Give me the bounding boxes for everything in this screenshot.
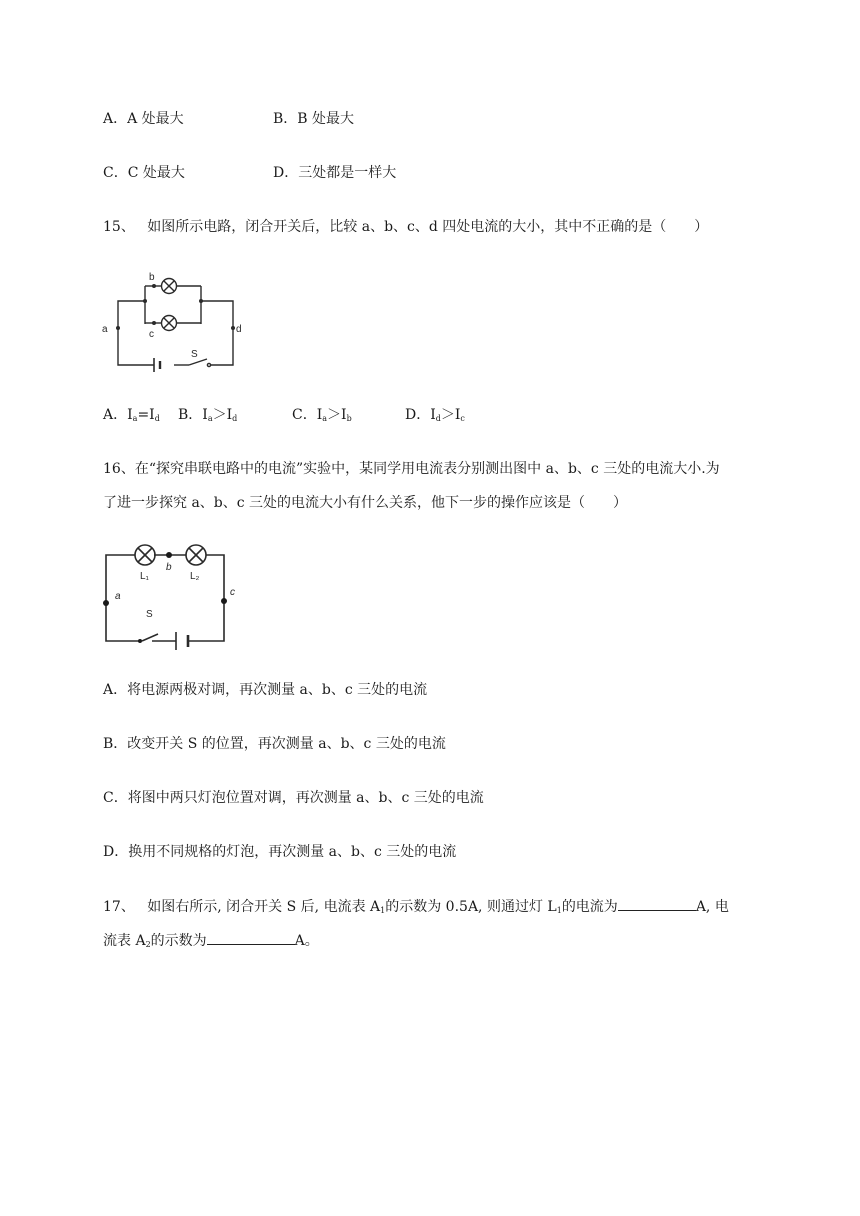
q16-circuit-figure [100, 538, 234, 651]
q16-stem-line1 [103, 459, 720, 479]
q17-stem-line2: 流表 $A_2$的示数为 A。 [103, 930, 319, 955]
q16-label-b: b [166, 562, 172, 573]
q14-option-a: A．A 处最大 [103, 111, 184, 127]
q15-label-s: S [191, 349, 198, 360]
q16-label-l1: L₁ [140, 571, 149, 582]
q16-option-d: D．换用不同规格的灯泡，再次测量 a、b、c 三处的电流 [103, 844, 457, 860]
q16-label-s: S [146, 609, 153, 620]
q17-stem-line1: 17、 如图右所示, 闭合开关 S 后, 电流表 $A_1$的示数为 0.5A, 则通过灯 $L_1$的电流为 A, 电 [103, 896, 729, 921]
q16-label-c: c [230, 587, 235, 598]
q15-label-d: d [236, 324, 242, 335]
q15-label-b: b [149, 272, 155, 283]
q15-circuit-figure [96, 262, 246, 374]
q14-option-b: B．B 处最大 [273, 111, 355, 127]
q16-stem-line2: 了进一步探究 a、b、c 三处的电流大小有什么关系，他下一步的操作应该是（ ） [103, 495, 628, 511]
q14-option-c: C．C 处最大 [103, 165, 185, 181]
q16-option-a: A．将电源两极对调，再次测量 a、b、c 三处的电流 [103, 682, 428, 698]
q17-number: 17、 [103, 899, 135, 915]
q15-label-c: c [149, 329, 154, 340]
q17-blank-1[interactable] [618, 896, 696, 911]
q14-option-d: D．三处都是一样大 [273, 165, 397, 181]
q15-option-b: B．$I_a>I_d$ [178, 407, 238, 423]
q16-number: 16、 [103, 461, 135, 477]
q17-blank-2[interactable] [207, 930, 295, 945]
q15-number: 15、 [103, 219, 135, 235]
q16-stem-text-1: 在“探究串联电路中的电流”实验中，某同学用电流表分别测出图中 a、b、c 三处的电流大小.为 [134, 461, 720, 477]
q15-option-a: A．$I_a=I_d$ [103, 407, 160, 423]
q16-label-l2: L₂ [190, 571, 200, 582]
q15-option-d: D．$I_d>I_c$ [405, 407, 465, 423]
q16-option-c: C．将图中两只灯泡位置对调，再次测量 a、b、c 三处的电流 [103, 790, 484, 806]
q16-label-a: a [115, 591, 121, 602]
q15-stem [103, 217, 708, 237]
q15-label-a: a [102, 324, 108, 335]
q15-option-c: C．$I_a>I_b$ [292, 407, 352, 423]
q16-option-b: B．改变开关 S 的位置，再次测量 a、b、c 三处的电流 [103, 736, 446, 752]
q15-stem-text: 如图所示电路，闭合开关后，比较 a、b、c、d 四处电流的大小，其中不正确的是（ ） [147, 219, 709, 235]
